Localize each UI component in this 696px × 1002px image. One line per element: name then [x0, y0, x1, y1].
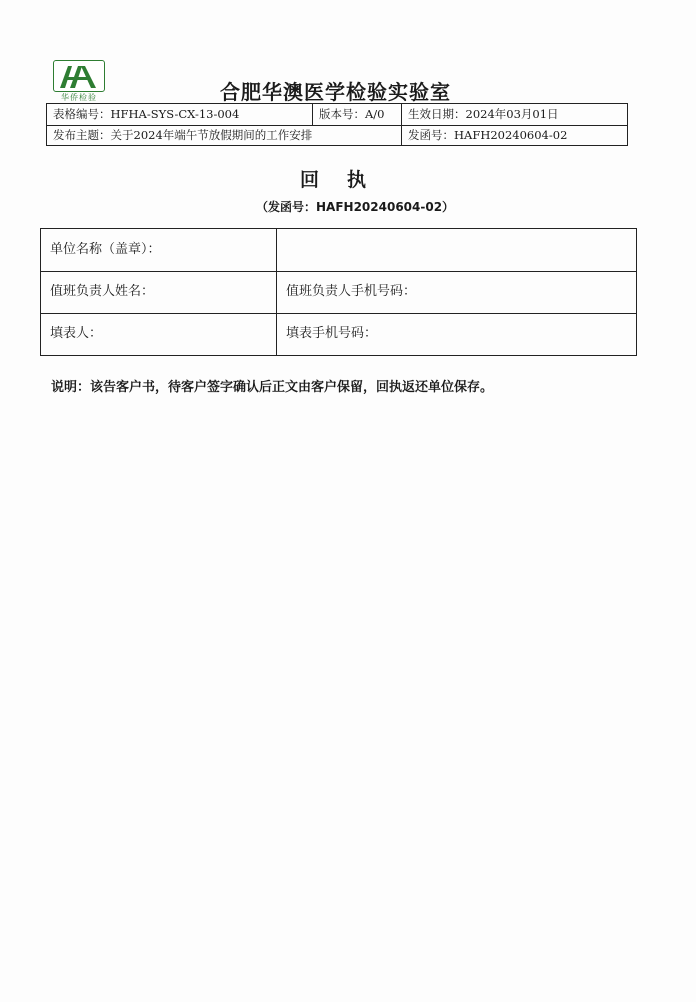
logo-caption: 华侨检验: [61, 93, 97, 102]
effective-date: 生效日期：2024年03月01日: [408, 107, 559, 121]
filler-field[interactable]: 填表人：: [41, 313, 277, 355]
form-row: [41, 313, 636, 355]
letter-number: 发函号：HAFH20240604-02: [408, 128, 568, 142]
duty-phone-field[interactable]: 值班负责人手机号码：: [286, 284, 417, 299]
header-row: [47, 125, 627, 146]
explanation-note: 说明：该告客户书，待客户签字确认后正文由客户保留，回执返还单位保存。: [51, 380, 494, 395]
duty-person-field[interactable]: 值班负责人姓名：: [41, 271, 277, 313]
organization-title: 合肥华澳医学检验实验室: [220, 80, 451, 104]
lab-logo-icon: [53, 60, 105, 92]
document-header-table: [46, 103, 628, 146]
unit-name-field[interactable]: [277, 229, 636, 271]
form-row: [41, 271, 636, 314]
form-row: [41, 229, 636, 272]
publish-topic: 发布主题：关于2024年端午节放假期间的工作安排: [47, 125, 402, 146]
lab-logo: [53, 60, 105, 102]
filler-phone-field[interactable]: 填表手机号码：: [286, 326, 378, 341]
receipt-form-table: [40, 228, 637, 356]
header-row: [47, 104, 627, 126]
receipt-letter-number: （发函号：HAFH20240604-02）: [256, 200, 455, 214]
form-number: 表格编号：HFHA-SYS-CX-13-004: [47, 104, 313, 125]
unit-name-label: 单位名称（盖章）：: [41, 229, 277, 271]
version-number: 版本号：A/0: [313, 104, 402, 125]
receipt-title: 回执: [300, 169, 395, 191]
